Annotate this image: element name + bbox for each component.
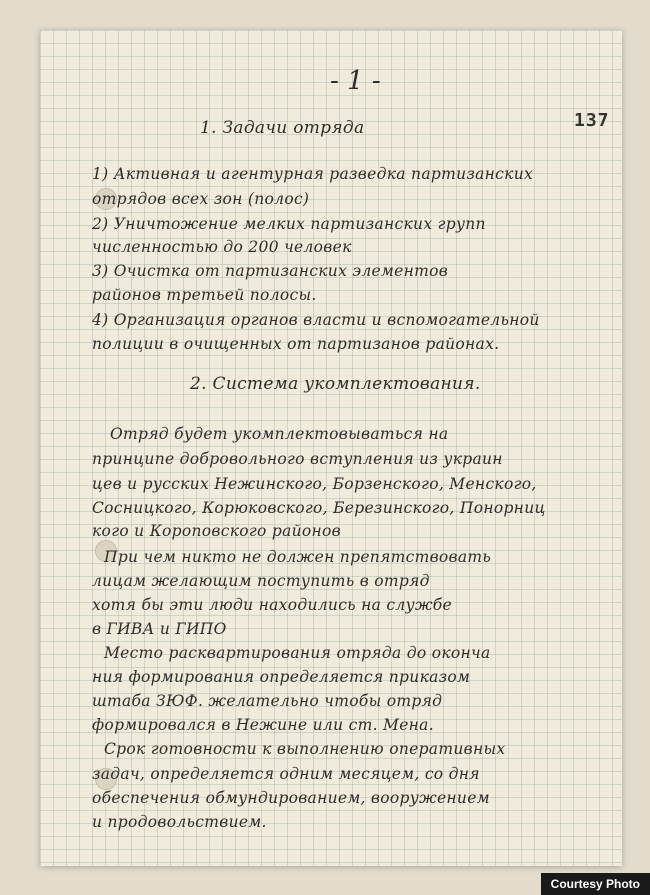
body-line: ния формирования определяется приказом [92, 668, 471, 686]
body-line: Место расквартирования отряда до оконча [104, 644, 491, 662]
body-line: в ГИВА и ГИПО [92, 620, 227, 638]
body-line: обеспечения обмундированием, вооружением [92, 789, 490, 807]
sheet-number-mark: - 1 - [330, 66, 381, 96]
body-line: и продовольствием. [92, 813, 267, 831]
task-line: полиции в очищенных от партизанов районах. [92, 335, 500, 353]
section-1-title: 1. Задачи отряда [200, 118, 365, 138]
task-line: 1) Активная и агентурная разведка партизанских [92, 165, 534, 183]
body-line: кого и Короповского районов [92, 522, 342, 540]
task-line: районов третьей полосы. [92, 286, 317, 304]
body-line: При чем никто не должен препятствовать [104, 548, 492, 566]
section-2-title: 2. Система укомплектования. [190, 374, 481, 394]
body-line: принципе добровольного вступления из украин [92, 450, 503, 468]
task-line: численностью до 200 человек [92, 238, 352, 256]
task-line: 2) Уничтожение мелких партизанских групп [92, 215, 486, 233]
body-line: формировался в Нежине или ст. Мена. [92, 716, 434, 734]
body-line: Сосницкого, Корюковского, Березинского, Понорниц [92, 499, 546, 517]
task-line: 4) Организация органов власти и вспомогательной [92, 311, 540, 329]
document-page [40, 30, 622, 866]
body-line: лицам желающим поступить в отряд [92, 572, 430, 590]
photo-credit: Courtesy Photo [541, 873, 650, 895]
body-line: Срок готовности к выполнению оперативных [104, 740, 506, 758]
task-line: 3) Очистка от партизанских элементов [92, 262, 449, 280]
task-line: отрядов всех зон (полос) [92, 190, 310, 208]
body-line: цев и русских Нежинского, Борзенского, Менского, [92, 475, 537, 493]
body-line: штаба ЗЮФ. желательно чтобы отряд [92, 692, 443, 710]
body-line: хотя бы эти люди находились на службе [92, 596, 453, 614]
archive-page-number: 137 [574, 110, 610, 131]
body-line: Отряд будет укомплектовываться на [110, 425, 449, 443]
body-line: задач, определяется одним месяцем, со дня [92, 765, 480, 783]
